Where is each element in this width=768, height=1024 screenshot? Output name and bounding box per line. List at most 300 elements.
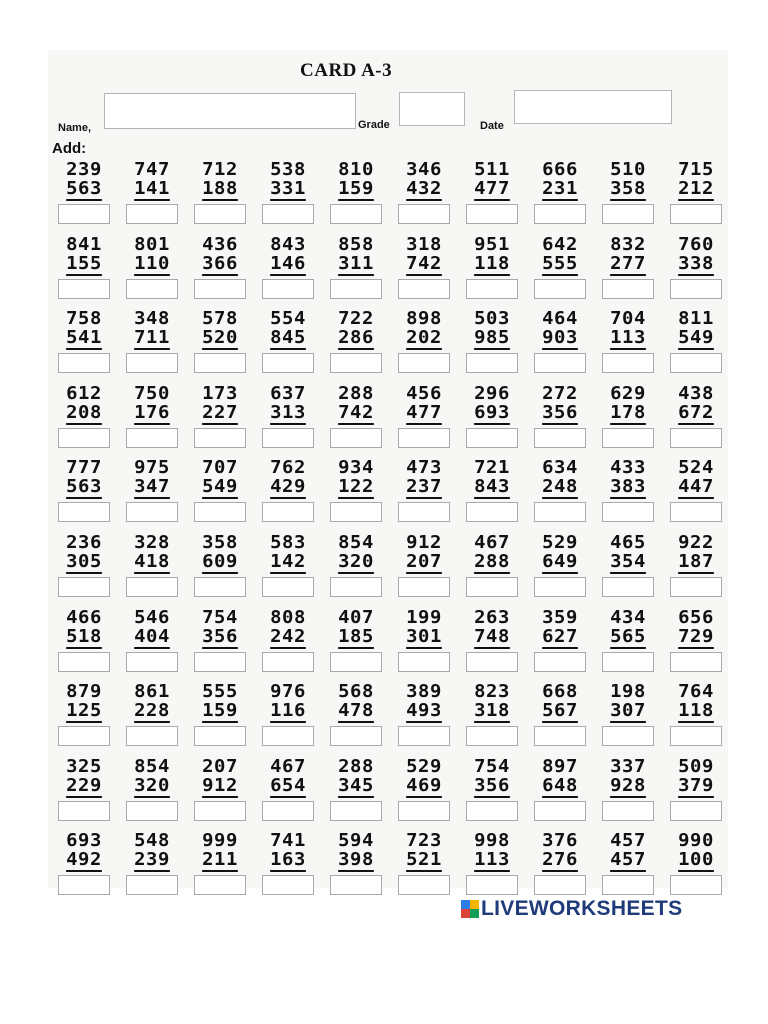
addition-problem [526, 458, 594, 533]
addend-bottom: 549 [678, 327, 714, 349]
answer-input[interactable] [466, 502, 518, 522]
answer-input[interactable] [602, 726, 654, 746]
addend-bottom: 379 [678, 774, 714, 796]
addend-top: 346 [406, 159, 442, 180]
addend-top: 656 [678, 606, 714, 628]
answer-input[interactable] [330, 726, 382, 746]
addend-bottom: 985 [474, 327, 510, 349]
addition-problem [390, 309, 458, 384]
answer-input[interactable] [126, 726, 178, 746]
addition-problem [322, 608, 390, 683]
answer-input[interactable] [126, 353, 178, 373]
addend-top: 288 [338, 755, 374, 777]
addend-top: 407 [338, 606, 374, 628]
answer-input[interactable] [670, 577, 722, 597]
addend-top: 288 [338, 382, 374, 404]
answer-input[interactable] [126, 204, 178, 224]
addition-problem [526, 309, 594, 384]
addend-bottom: 748 [474, 625, 510, 647]
addend-bottom: 318 [474, 700, 510, 722]
addition-problem [322, 235, 390, 310]
addend-top: 511 [474, 159, 510, 180]
addend-bottom: 742 [338, 401, 374, 423]
addend-bottom: 345 [338, 774, 374, 796]
answer-input[interactable] [534, 726, 586, 746]
liveworksheets-logo-icon [461, 900, 479, 918]
addend-bottom: 242 [270, 625, 306, 647]
addition-problem [458, 533, 526, 608]
answer-input[interactable] [194, 875, 246, 895]
answer-input[interactable] [602, 502, 654, 522]
answer-input[interactable] [398, 279, 450, 299]
addend-top: 529 [542, 531, 578, 553]
addition-problem [458, 682, 526, 757]
addend-bottom: 912 [202, 774, 238, 796]
answer-input[interactable] [330, 279, 382, 299]
addend-top: 173 [202, 382, 238, 404]
logo-square-green [470, 909, 479, 918]
answer-input[interactable] [194, 801, 246, 821]
answer-input[interactable] [262, 279, 314, 299]
answer-input[interactable] [194, 577, 246, 597]
answer-input[interactable] [58, 428, 110, 448]
addition-problem [458, 608, 526, 683]
addition-problem [662, 533, 730, 608]
addition-problem [594, 533, 662, 608]
answer-input[interactable] [126, 801, 178, 821]
answer-input[interactable] [534, 279, 586, 299]
answer-input[interactable] [262, 502, 314, 522]
addend-bottom: 521 [406, 849, 442, 871]
addend-top: 747 [134, 159, 170, 180]
addend-bottom: 383 [610, 476, 646, 498]
addend-top: 337 [610, 755, 646, 777]
addition-problem [322, 533, 390, 608]
answer-input[interactable] [670, 279, 722, 299]
answer-input[interactable] [534, 428, 586, 448]
answer-input[interactable] [398, 652, 450, 672]
answer-input[interactable] [398, 353, 450, 373]
addend-top: 823 [474, 681, 510, 703]
answer-input[interactable] [602, 353, 654, 373]
logo-square-red [461, 909, 470, 918]
addition-problem [322, 458, 390, 533]
liveworksheets-wordmark: LIVEWORKSHEETS [481, 897, 683, 920]
addend-top: 642 [542, 233, 578, 255]
answer-input[interactable] [602, 801, 654, 821]
addend-top: 741 [270, 830, 306, 852]
answer-input[interactable] [262, 652, 314, 672]
addend-bottom: 711 [134, 327, 170, 349]
addend-top: 325 [66, 755, 102, 777]
answer-input[interactable] [330, 652, 382, 672]
addend-top: 754 [474, 755, 510, 777]
answer-input[interactable] [670, 502, 722, 522]
addend-bottom: 178 [610, 401, 646, 423]
addition-problem [594, 235, 662, 310]
answer-input[interactable] [534, 353, 586, 373]
addend-bottom: 229 [66, 774, 102, 796]
addend-top: 922 [678, 531, 714, 553]
addition-problem [118, 384, 186, 459]
addend-top: 239 [66, 159, 102, 180]
addition-problem [662, 458, 730, 533]
answer-input[interactable] [398, 801, 450, 821]
addition-problem [186, 682, 254, 757]
answer-input[interactable] [194, 502, 246, 522]
addend-bottom: 347 [134, 476, 170, 498]
answer-input[interactable] [602, 577, 654, 597]
addition-problem [254, 160, 322, 235]
answer-input[interactable] [330, 875, 382, 895]
addend-top: 583 [270, 531, 306, 553]
addition-problem [118, 458, 186, 533]
answer-input[interactable] [194, 726, 246, 746]
answer-input[interactable] [534, 801, 586, 821]
date-field[interactable] [514, 90, 672, 124]
answer-input[interactable] [670, 353, 722, 373]
addend-top: 951 [474, 233, 510, 255]
addend-top: 801 [134, 233, 170, 255]
answer-input[interactable] [398, 502, 450, 522]
addition-problem [186, 533, 254, 608]
addend-bottom: 358 [610, 178, 646, 199]
answer-input[interactable] [670, 875, 722, 895]
addend-bottom: 113 [610, 327, 646, 349]
addend-top: 898 [406, 308, 442, 330]
addition-problem [662, 757, 730, 832]
addend-bottom: 146 [270, 252, 306, 274]
addend-bottom: 286 [338, 327, 374, 349]
addition-problem [118, 309, 186, 384]
addend-top: 433 [610, 457, 646, 479]
answer-input[interactable] [534, 577, 586, 597]
addend-bottom: 457 [610, 849, 646, 871]
addend-bottom: 693 [474, 401, 510, 423]
answer-input[interactable] [670, 801, 722, 821]
answer-input[interactable] [466, 652, 518, 672]
answer-input[interactable] [398, 726, 450, 746]
addend-bottom: 627 [542, 625, 578, 647]
answer-input[interactable] [466, 726, 518, 746]
addition-problem [50, 608, 118, 683]
addition-problem [594, 608, 662, 683]
addition-problem [390, 533, 458, 608]
answer-input[interactable] [466, 428, 518, 448]
addend-top: 750 [134, 382, 170, 404]
addition-problem [254, 458, 322, 533]
addend-bottom: 159 [202, 700, 238, 722]
addend-top: 464 [542, 308, 578, 330]
addition-problem [50, 831, 118, 906]
addend-bottom: 356 [474, 774, 510, 796]
answer-input[interactable] [398, 875, 450, 895]
addition-problem [390, 831, 458, 906]
answer-input[interactable] [194, 279, 246, 299]
answer-input[interactable] [262, 577, 314, 597]
addend-top: 438 [678, 382, 714, 404]
answer-input[interactable] [262, 726, 314, 746]
addend-top: 715 [678, 159, 714, 180]
answer-input[interactable] [58, 726, 110, 746]
answer-input[interactable] [58, 204, 110, 224]
addition-problem [458, 458, 526, 533]
answer-input[interactable] [126, 875, 178, 895]
answer-input[interactable] [534, 652, 586, 672]
answer-input[interactable] [262, 801, 314, 821]
addend-bottom: 447 [678, 476, 714, 498]
addend-bottom: 125 [66, 700, 102, 722]
addend-bottom: 122 [338, 476, 374, 498]
addend-top: 634 [542, 457, 578, 479]
addition-problem [526, 608, 594, 683]
addend-top: 198 [610, 681, 646, 703]
answer-input[interactable] [330, 502, 382, 522]
addend-top: 199 [406, 606, 442, 628]
addend-top: 764 [678, 681, 714, 703]
addition-problem [526, 160, 594, 235]
answer-input[interactable] [194, 204, 246, 224]
answer-input[interactable] [58, 801, 110, 821]
addend-bottom: 742 [406, 252, 442, 274]
addition-problem [458, 160, 526, 235]
answer-input[interactable] [602, 652, 654, 672]
addend-top: 465 [610, 531, 646, 553]
addend-top: 861 [134, 681, 170, 703]
addend-top: 810 [338, 159, 374, 180]
addition-problem [526, 235, 594, 310]
addend-bottom: 187 [678, 550, 714, 572]
addend-bottom: 555 [542, 252, 578, 274]
answer-input[interactable] [602, 428, 654, 448]
addition-problem [186, 458, 254, 533]
addition-problem [390, 235, 458, 310]
grade-label: Grade [358, 119, 390, 131]
addend-bottom: 672 [678, 401, 714, 423]
addition-problem [322, 309, 390, 384]
addition-problem [594, 757, 662, 832]
addend-bottom: 518 [66, 625, 102, 647]
addition-problem [186, 831, 254, 906]
addend-top: 434 [610, 606, 646, 628]
logo-square-yellow [470, 900, 479, 909]
addend-bottom: 609 [202, 550, 238, 572]
addition-problem [118, 160, 186, 235]
addition-problem [390, 160, 458, 235]
answer-input[interactable] [330, 353, 382, 373]
addition-problem [322, 384, 390, 459]
addend-bottom: 100 [678, 849, 714, 871]
addend-bottom: 432 [406, 178, 442, 199]
answer-input[interactable] [262, 875, 314, 895]
addend-top: 503 [474, 308, 510, 330]
answer-input[interactable] [126, 428, 178, 448]
addition-problem [118, 757, 186, 832]
addition-problem [526, 757, 594, 832]
addition-problem [458, 757, 526, 832]
answer-input[interactable] [126, 577, 178, 597]
answer-input[interactable] [330, 204, 382, 224]
answer-input[interactable] [670, 428, 722, 448]
answer-input[interactable] [194, 353, 246, 373]
answer-input[interactable] [126, 652, 178, 672]
addend-top: 990 [678, 830, 714, 852]
addend-top: 666 [542, 159, 578, 180]
addition-problem [118, 831, 186, 906]
answer-input[interactable] [466, 577, 518, 597]
addend-top: 723 [406, 830, 442, 852]
addend-bottom: 903 [542, 327, 578, 349]
answer-input[interactable] [398, 428, 450, 448]
addition-problem [594, 682, 662, 757]
addend-top: 389 [406, 681, 442, 703]
addend-bottom: 248 [542, 476, 578, 498]
addend-top: 578 [202, 308, 238, 330]
addition-problem [254, 235, 322, 310]
answer-input[interactable] [602, 279, 654, 299]
answer-input[interactable] [670, 726, 722, 746]
answer-input[interactable] [466, 875, 518, 895]
addend-bottom: 307 [610, 700, 646, 722]
addition-problem [118, 682, 186, 757]
addend-top: 897 [542, 755, 578, 777]
addend-bottom: 208 [66, 401, 102, 423]
addend-top: 207 [202, 755, 238, 777]
addend-bottom: 141 [134, 178, 170, 199]
addition-problem [118, 533, 186, 608]
addend-bottom: 398 [338, 849, 374, 871]
addend-bottom: 277 [610, 252, 646, 274]
answer-input[interactable] [466, 801, 518, 821]
addend-top: 554 [270, 308, 306, 330]
addition-problem [390, 608, 458, 683]
addend-bottom: 288 [474, 550, 510, 572]
answer-input[interactable] [126, 279, 178, 299]
answer-input[interactable] [534, 502, 586, 522]
answer-input[interactable] [262, 428, 314, 448]
answer-input[interactable] [466, 353, 518, 373]
name-field[interactable] [104, 93, 356, 129]
answer-input[interactable] [670, 204, 722, 224]
addition-problem [458, 384, 526, 459]
addend-top: 858 [338, 233, 374, 255]
addend-top: 758 [66, 308, 102, 330]
addend-bottom: 202 [406, 327, 442, 349]
addition-problem [594, 160, 662, 235]
addend-bottom: 404 [134, 625, 170, 647]
addend-bottom: 311 [338, 252, 374, 274]
addition-problem [526, 384, 594, 459]
addend-bottom: 231 [542, 178, 578, 199]
addend-bottom: 520 [202, 327, 238, 349]
addend-top: 668 [542, 681, 578, 703]
add-instruction: Add: [52, 140, 87, 157]
addend-top: 832 [610, 233, 646, 255]
addition-problem [254, 831, 322, 906]
addition-problem [186, 608, 254, 683]
addend-top: 808 [270, 606, 306, 628]
answer-input[interactable] [58, 875, 110, 895]
answer-input[interactable] [466, 204, 518, 224]
addend-top: 376 [542, 830, 578, 852]
answer-input[interactable] [534, 204, 586, 224]
addition-problem [186, 235, 254, 310]
addend-bottom: 110 [134, 252, 170, 274]
grade-field[interactable] [399, 92, 465, 126]
addend-bottom: 228 [134, 700, 170, 722]
addition-problem [594, 384, 662, 459]
addend-bottom: 113 [474, 849, 510, 871]
addend-bottom: 729 [678, 625, 714, 647]
addend-top: 524 [678, 457, 714, 479]
addend-bottom: 159 [338, 178, 374, 199]
addition-problem [118, 608, 186, 683]
addition-problem [254, 608, 322, 683]
answer-input[interactable] [330, 428, 382, 448]
addend-bottom: 356 [202, 625, 238, 647]
answer-input[interactable] [262, 353, 314, 373]
addition-problem [186, 384, 254, 459]
addend-bottom: 163 [270, 849, 306, 871]
answer-input[interactable] [602, 204, 654, 224]
answer-input[interactable] [58, 353, 110, 373]
addend-bottom: 493 [406, 700, 442, 722]
addend-bottom: 331 [270, 178, 306, 199]
addend-bottom: 366 [202, 252, 238, 274]
answer-input[interactable] [398, 204, 450, 224]
addend-bottom: 313 [270, 401, 306, 423]
answer-input[interactable] [194, 652, 246, 672]
answer-input[interactable] [262, 204, 314, 224]
answer-input[interactable] [602, 875, 654, 895]
answer-input[interactable] [126, 502, 178, 522]
answer-input[interactable] [330, 801, 382, 821]
addend-top: 594 [338, 830, 374, 852]
answer-input[interactable] [58, 502, 110, 522]
answer-input[interactable] [58, 652, 110, 672]
addend-bottom: 845 [270, 327, 306, 349]
addition-problem [322, 757, 390, 832]
addend-bottom: 843 [474, 476, 510, 498]
addend-top: 754 [202, 606, 238, 628]
addition-problem [662, 309, 730, 384]
answer-input[interactable] [534, 875, 586, 895]
addition-problem [662, 608, 730, 683]
answer-input[interactable] [398, 577, 450, 597]
addend-bottom: 118 [678, 700, 714, 722]
addition-problem [662, 682, 730, 757]
addend-bottom: 239 [134, 849, 170, 871]
answer-input[interactable] [330, 577, 382, 597]
addition-problem [254, 757, 322, 832]
answer-input[interactable] [58, 279, 110, 299]
addend-bottom: 469 [406, 774, 442, 796]
addend-top: 529 [406, 755, 442, 777]
addition-problem [254, 533, 322, 608]
addition-problem [50, 682, 118, 757]
addend-top: 272 [542, 382, 578, 404]
addend-top: 457 [610, 830, 646, 852]
addition-problem [390, 682, 458, 757]
addition-problem [390, 458, 458, 533]
answer-input[interactable] [194, 428, 246, 448]
answer-input[interactable] [58, 577, 110, 597]
addition-problem [594, 458, 662, 533]
answer-input[interactable] [466, 279, 518, 299]
addend-top: 546 [134, 606, 170, 628]
addend-top: 976 [270, 681, 306, 703]
answer-input[interactable] [670, 652, 722, 672]
